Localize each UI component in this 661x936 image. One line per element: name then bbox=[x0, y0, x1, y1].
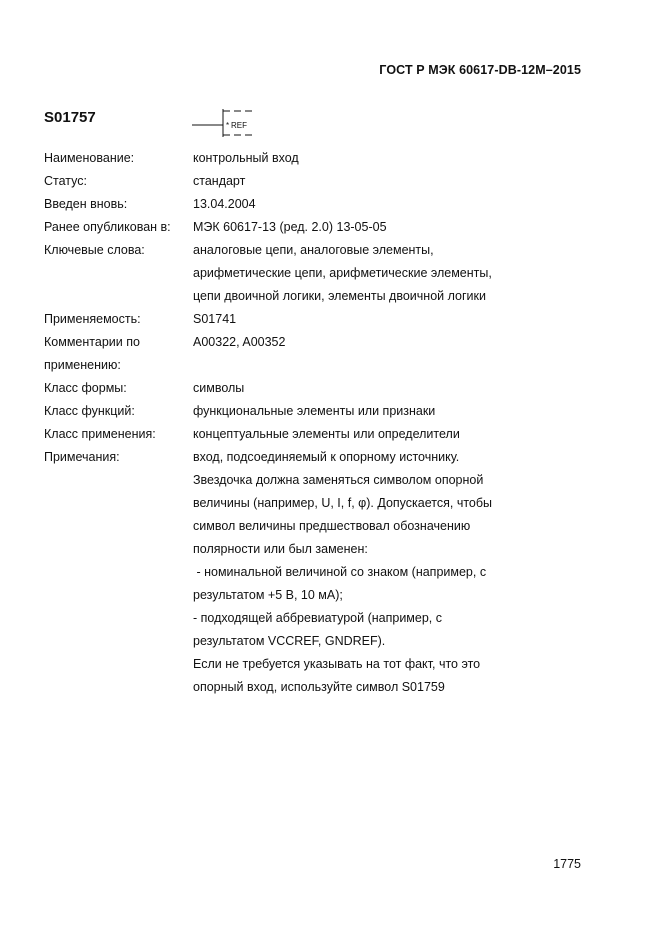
attribute-value bbox=[193, 147, 604, 170]
reference-input-symbol-icon bbox=[192, 108, 258, 138]
symbol-ref-label: REF bbox=[231, 121, 247, 130]
attribute-label: Примечания: bbox=[44, 450, 120, 464]
attribute-row bbox=[44, 193, 604, 216]
attribute-label: Класс формы: bbox=[44, 381, 127, 395]
attribute-label: Ранее опубликован в: bbox=[44, 220, 171, 234]
symbol-code: S01757 bbox=[44, 109, 96, 126]
attribute-label: Класс применения: bbox=[44, 427, 156, 441]
attribute-value-line: результатом +5 В, 10 мА); bbox=[193, 588, 343, 602]
attribute-row bbox=[44, 400, 604, 423]
attribute-row bbox=[44, 239, 604, 308]
document-header: ГОСТ Р МЭК 60617-DB-12M–2015 bbox=[379, 63, 581, 77]
attribute-value-line: аналоговые цепи, аналоговые элементы, bbox=[193, 243, 434, 257]
attribute-value bbox=[193, 423, 604, 446]
attribute-value bbox=[193, 170, 604, 193]
attribute-value bbox=[193, 331, 604, 377]
attribute-value bbox=[193, 193, 604, 216]
attribute-value-line: концептуальные элементы или определители bbox=[193, 427, 460, 441]
attribute-label: Класс функций: bbox=[44, 404, 135, 418]
attribute-row bbox=[44, 331, 604, 377]
attribute-label: Комментарии по применению: bbox=[44, 335, 140, 372]
attribute-value-line: символы bbox=[193, 381, 245, 395]
attribute-label: Статус: bbox=[44, 174, 87, 188]
attribute-value-line: вход, подсоединяемый к опорному источнику. bbox=[193, 450, 460, 464]
attribute-label: Введен вновь: bbox=[44, 197, 128, 211]
attribute-value-line: цепи двоичной логики, элементы двоичной логики bbox=[193, 289, 486, 303]
attribute-value bbox=[193, 308, 604, 331]
attribute-value-line: МЭК 60617-13 (ред. 2.0) 13-05-05 bbox=[193, 220, 387, 234]
attribute-value bbox=[193, 239, 604, 308]
attribute-value-line: символ величины предшествовал обозначению bbox=[193, 519, 471, 533]
attribute-value-line: опорный вход, используйте символ S01759 bbox=[193, 680, 445, 694]
attribute-value-line: A00322, A00352 bbox=[193, 335, 286, 349]
attribute-row bbox=[44, 170, 604, 193]
attribute-value-line: 13.04.2004 bbox=[193, 197, 256, 211]
attribute-row bbox=[44, 423, 604, 446]
attribute-value-line: стандарт bbox=[193, 174, 246, 188]
attribute-row bbox=[44, 446, 604, 699]
attribute-value-line: результатом VCCREF, GNDREF). bbox=[193, 634, 386, 648]
attribute-label: Ключевые слова: bbox=[44, 243, 145, 257]
attribute-value-line: полярности или был заменен: bbox=[193, 542, 368, 556]
attribute-value bbox=[193, 400, 604, 423]
attribute-value-line: величины (например, U, I, f, φ). Допускается, чтобы bbox=[193, 496, 493, 510]
attribute-table bbox=[44, 147, 604, 699]
attribute-value-line: Звездочка должна заменяться символом опорной bbox=[193, 473, 484, 487]
spacer bbox=[193, 354, 604, 377]
attribute-value bbox=[193, 446, 604, 699]
attribute-value-line: функциональные элементы или признаки bbox=[193, 404, 436, 418]
attribute-value-line: - подходящей аббревиатурой (например, с bbox=[193, 611, 442, 625]
attribute-row bbox=[44, 147, 604, 170]
svg-text:*: * bbox=[226, 121, 230, 130]
attribute-row bbox=[44, 216, 604, 239]
attribute-value-line: контрольный вход bbox=[193, 151, 299, 165]
attribute-value-line: арифметические цепи, арифметические элементы, bbox=[193, 266, 492, 280]
attribute-label: Наименование: bbox=[44, 151, 135, 165]
attribute-value-line: Если не требуется указывать на тот факт, что это bbox=[193, 657, 481, 671]
attribute-value-line: S01741 bbox=[193, 312, 237, 326]
attribute-row bbox=[44, 308, 604, 331]
attribute-row bbox=[44, 377, 604, 400]
attribute-value bbox=[193, 377, 604, 400]
attribute-label: Применяемость: bbox=[44, 312, 141, 326]
attribute-value-line: - номинальной величиной со знаком (например, с bbox=[193, 565, 487, 579]
page-number: 1775 bbox=[553, 857, 581, 871]
attribute-value bbox=[193, 216, 604, 239]
